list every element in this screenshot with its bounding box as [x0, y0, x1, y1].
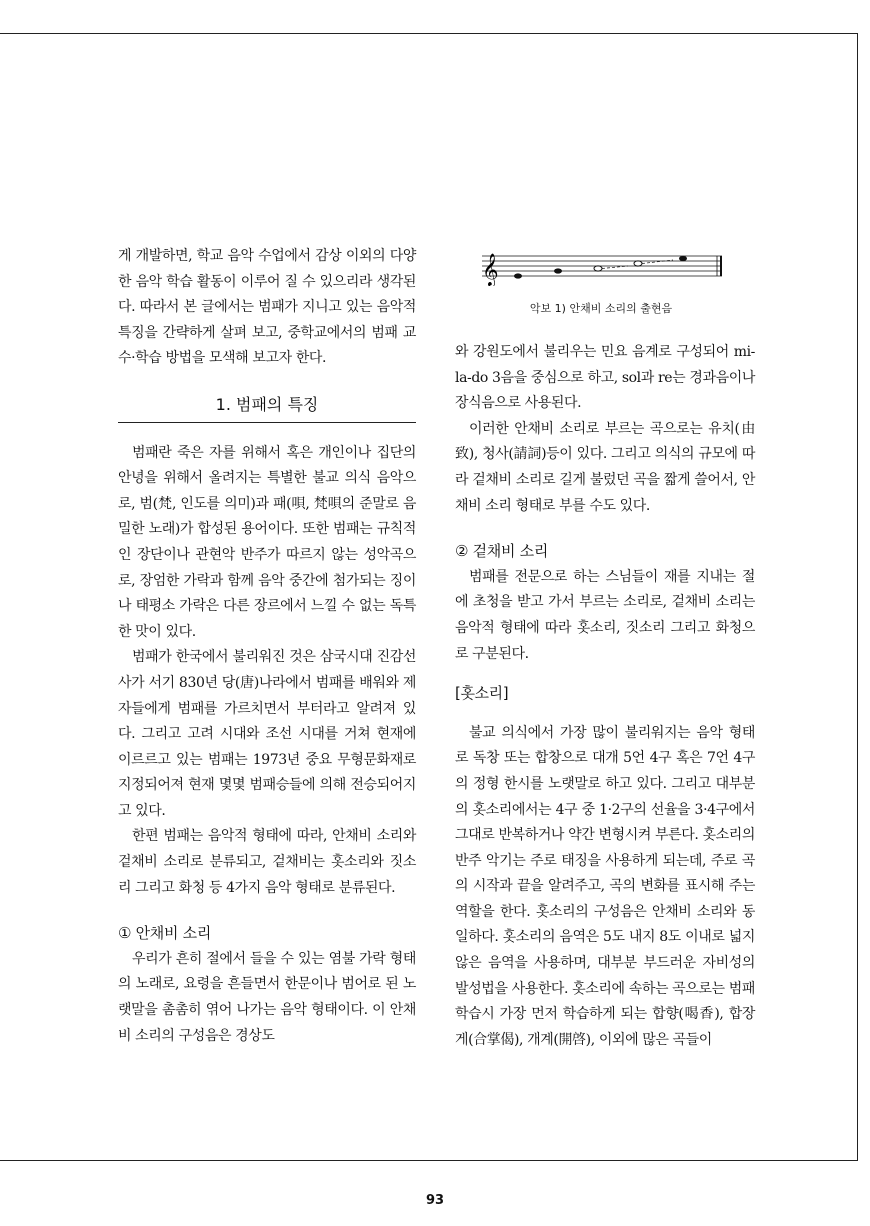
- figure-caption: 악보 1) 안채비 소리의 출현음: [529, 302, 673, 315]
- right-paragraph-2: 이러한 안채비 소리로 부르는 곡으로는 유치(由致), 청사(請詞)등이 있다. 그리고 의식의 규모에 따라 겉채비 소리로 길게 불렀던 곡을 짧게 쓸어서, 안채비 소리 형태로 부를 수도 있다.: [455, 420, 755, 514]
- body-paragraph-2: 범패가 한국에서 불리워진 것은 삼국시대 진감선사가 서기 830년 당(唐)나라에서 범패를 배워와 제자들에게 범패를 가르치면서 부터라고 알려져 있다. 그리고 고려 시대와 조선 시대를 거쳐 현재에 이르르고 있는 범패는 1973년 중요 무형문화재로 지정되어져 현재 몇몇 범패승들에 의해 전승되어지고 있다.: [118, 649, 416, 819]
- subsection-title-anchaebi: ① 안채비 소리: [118, 924, 212, 943]
- right-paragraph-1: 와 강원도에서 불리우는 민요 음계로 구성되어 mi-la-do 3음을 중심으로 하고, sol과 re는 경과음이나 장식음으로 사용된다.: [455, 344, 755, 412]
- right-column-content: [455, 340, 755, 1053]
- page-number: 93: [425, 1193, 445, 1208]
- bracket-heading-hossori: [홋소리]: [455, 684, 509, 703]
- section-title: 1. 범패의 특징: [118, 392, 416, 423]
- left-column: [118, 244, 416, 1049]
- body-paragraph-1: 범패란 죽은 자를 위해서 혹은 개인이나 집단의 안녕을 위해서 올려지는 특별한 불교 의식 음악으로, 범(梵, 인도를 의미)과 패(唄, 梵唄의 준말로 음밀한 노래)가 합성된 용어이다. 또한 범패는 규칙적인 장단이나 관현악 반주가 따르지 않는 성악곡으로, 장엄한 가락과 함께 음악 중간에 첨가되는 징이나 태평소 가락은 다른 장르에서 느낄 수 없는 독특한 맛이 있다.: [118, 444, 416, 640]
- subsection-paragraph-geotchaebi: 범패를 전문으로 하는 스님들이 재를 지내는 절에 초청을 받고 가서 부르는 소리로, 겉채비 소리는 음악적 형태에 따라 홋소리, 짓소리 그리고 화청으로 구분된다.: [455, 568, 755, 662]
- right-paragraph-3: 불교 의식에서 가장 많이 불리워지는 음악 형태로 독창 또는 합창으로 대개 5언 4구 혹은 7언 4구의 정형 한시를 노랫말로 하고 있다. 그리고 대부분의 홋소리에서는 4구 중 1·2구의 선율을 3·4구에서 그대로 반복하거나 약간 변형시켜 부른다. 홋소리의 반주 악기는 주로 태징을 사용하게 되는데, 주로 곡의 시작과 끝을 알려주고, 곡의 변화를 표시해 주는 역할을 한다. 홋소리의 구성음은 안채비 소리와 동일하다. 홋소리의 음역은 5도 내지 8도 이내로 넓지 않은 음역을 사용하며, 대부분 부드러운 자비성의 발성법을 사용한다. 홋소리에 속하는 곡으로는 범패 학습시 가장 먼저 학습하게 되는 합향(喝香), 합장게(合掌偈), 개계(開啓), 이외에 많은 곡들이: [455, 724, 755, 1048]
- body-paragraph-3: 한편 범패는 음악적 형태에 따라, 안채비 소리와 겉채비 소리로 분류되고, 겉채비는 홋소리와 짓소리 그리고 화청 등 4가지 음악 형태로 분류된다.: [118, 828, 416, 896]
- treble-clef-icon: 𝄞: [482, 253, 499, 286]
- music-staff-figure: [478, 246, 724, 286]
- subsection-paragraph-anchaebi: 우리가 흔히 절에서 들을 수 있는 염불 가락 형태의 노래로, 요령을 흔들면서 한문이나 범어로 된 노랫말을 촘촘히 엮어 나가는 음악 형태이다. 이 안채비 소리의 구성음은 경상도: [118, 950, 416, 1044]
- intro-paragraph: 게 개발하면, 학교 음악 수업에서 감상 이외의 다양한 음악 학습 활동이 이루어 질 수 있으리라 생각된다. 따라서 본 글에서는 범패가 지니고 있는 음악적 특징을 간략하게 살펴 보고, 중학교에서의 범패 교수·학습 방법을 모색해 보고자 한다.: [118, 248, 416, 367]
- subsection-title-geotchaebi: ② 겉채비 소리: [455, 542, 549, 561]
